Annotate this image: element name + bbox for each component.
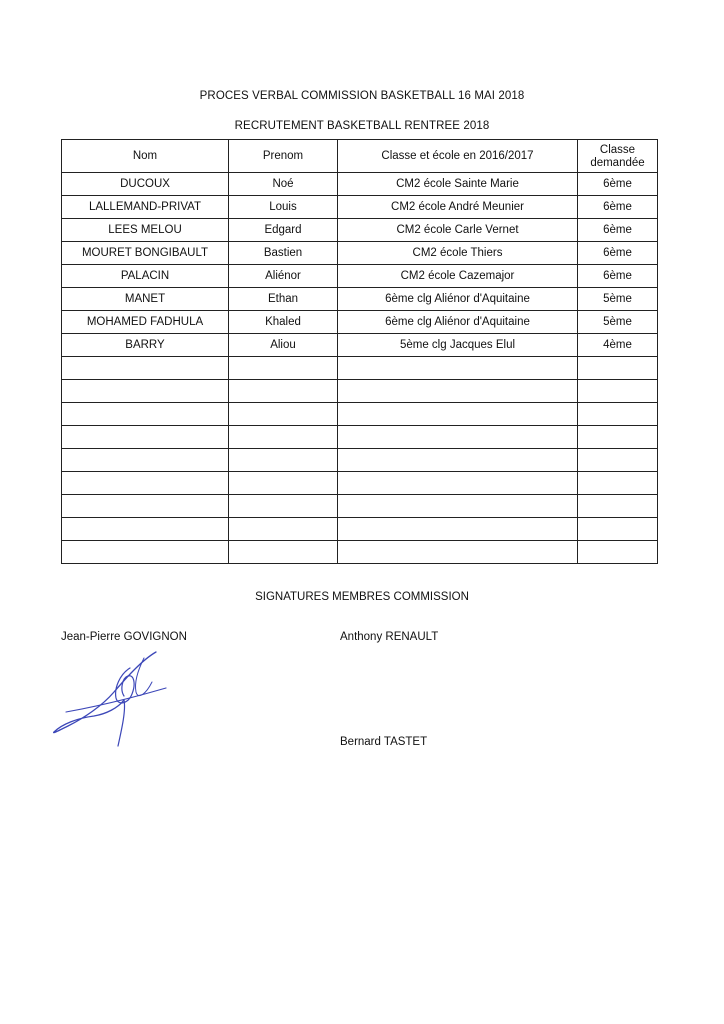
table-row [62, 334, 658, 357]
member-name-govignon: Jean-Pierre GOVIGNON [61, 631, 187, 643]
signatures-heading: SIGNATURES MEMBRES COMMISSION [255, 591, 469, 603]
header-prenom: Prenom [229, 140, 338, 173]
cell-classe-demandee: 6ème [578, 219, 658, 242]
cell-classe-demandee [578, 426, 658, 449]
cell-classe-ecole [338, 495, 578, 518]
table-row [62, 311, 658, 334]
header-classe-ecole: Classe et école en 2016/2017 [338, 140, 578, 173]
cell-classe-demandee [578, 380, 658, 403]
cell-classe-demandee: 5ème [578, 311, 658, 334]
cell-prenom: Edgard [229, 219, 338, 242]
cell-nom: MOHAMED FADHULA [62, 311, 229, 334]
cell-nom [62, 495, 229, 518]
cell-classe-ecole [338, 380, 578, 403]
cell-classe-demandee [578, 449, 658, 472]
table-row [62, 219, 658, 242]
table-row [62, 380, 658, 403]
cell-prenom [229, 472, 338, 495]
cell-classe-ecole [338, 472, 578, 495]
cell-classe-ecole [338, 449, 578, 472]
cell-prenom [229, 357, 338, 380]
cell-prenom [229, 403, 338, 426]
cell-classe-demandee: 6ème [578, 196, 658, 219]
table-row [62, 495, 658, 518]
table-row [62, 265, 658, 288]
cell-classe-demandee: 5ème [578, 288, 658, 311]
table-row [62, 196, 658, 219]
member-name-renault: Anthony RENAULT [340, 631, 439, 643]
cell-nom [62, 426, 229, 449]
cell-prenom: Noé [229, 173, 338, 196]
recruitment-table [61, 139, 658, 564]
cell-prenom [229, 541, 338, 564]
cell-prenom [229, 518, 338, 541]
cell-prenom [229, 495, 338, 518]
cell-classe-demandee [578, 403, 658, 426]
cell-classe-ecole [338, 426, 578, 449]
cell-nom [62, 449, 229, 472]
cell-nom: MOURET BONGIBAULT [62, 242, 229, 265]
table-row [62, 472, 658, 495]
cell-nom [62, 403, 229, 426]
header-nom: Nom [62, 140, 229, 173]
cell-prenom [229, 380, 338, 403]
cell-nom: MANET [62, 288, 229, 311]
cell-nom [62, 518, 229, 541]
table-header-row [62, 140, 658, 173]
cell-classe-demandee [578, 495, 658, 518]
table-row [62, 173, 658, 196]
header-classe-demandee: Classe demandée [578, 140, 658, 173]
cell-nom [62, 357, 229, 380]
cell-classe-demandee: 4ème [578, 334, 658, 357]
cell-classe-ecole: CM2 école Cazemajor [338, 265, 578, 288]
cell-prenom: Aliénor [229, 265, 338, 288]
cell-classe-ecole [338, 518, 578, 541]
document-title: PROCES VERBAL COMMISSION BASKETBALL 16 MAI 2018 [199, 90, 525, 102]
cell-classe-ecole [338, 541, 578, 564]
table-body [62, 173, 658, 564]
cell-classe-ecole: 5ème clg Jacques Elul [338, 334, 578, 357]
handwritten-signature [48, 648, 178, 753]
table-row [62, 357, 658, 380]
cell-classe-ecole: CM2 école Thiers [338, 242, 578, 265]
cell-classe-demandee: 6ème [578, 173, 658, 196]
cell-classe-demandee [578, 541, 658, 564]
cell-classe-demandee [578, 518, 658, 541]
cell-classe-ecole: 6ème clg Aliénor d'Aquitaine [338, 288, 578, 311]
cell-classe-demandee [578, 357, 658, 380]
cell-nom [62, 541, 229, 564]
member-name-tastet: Bernard TASTET [340, 736, 428, 748]
cell-nom: PALACIN [62, 265, 229, 288]
cell-nom: LALLEMAND-PRIVAT [62, 196, 229, 219]
cell-prenom: Aliou [229, 334, 338, 357]
cell-prenom: Khaled [229, 311, 338, 334]
table-row [62, 426, 658, 449]
cell-classe-ecole: CM2 école André Meunier [338, 196, 578, 219]
table-row [62, 242, 658, 265]
cell-prenom: Louis [229, 196, 338, 219]
cell-classe-ecole [338, 403, 578, 426]
cell-prenom [229, 426, 338, 449]
cell-prenom: Bastien [229, 242, 338, 265]
cell-classe-demandee [578, 472, 658, 495]
cell-prenom: Ethan [229, 288, 338, 311]
cell-nom: LEES MELOU [62, 219, 229, 242]
cell-classe-demandee: 6ème [578, 242, 658, 265]
table-row [62, 288, 658, 311]
table-row [62, 541, 658, 564]
table-row [62, 449, 658, 472]
cell-classe-ecole: 6ème clg Aliénor d'Aquitaine [338, 311, 578, 334]
table-row [62, 403, 658, 426]
document-subtitle: RECRUTEMENT BASKETBALL RENTREE 2018 [234, 120, 490, 132]
cell-classe-ecole: CM2 école Sainte Marie [338, 173, 578, 196]
cell-nom [62, 380, 229, 403]
cell-nom: BARRY [62, 334, 229, 357]
cell-prenom [229, 449, 338, 472]
table-row [62, 518, 658, 541]
cell-classe-ecole [338, 357, 578, 380]
cell-nom: DUCOUX [62, 173, 229, 196]
cell-classe-demandee: 6ème [578, 265, 658, 288]
cell-nom [62, 472, 229, 495]
cell-classe-ecole: CM2 école Carle Vernet [338, 219, 578, 242]
